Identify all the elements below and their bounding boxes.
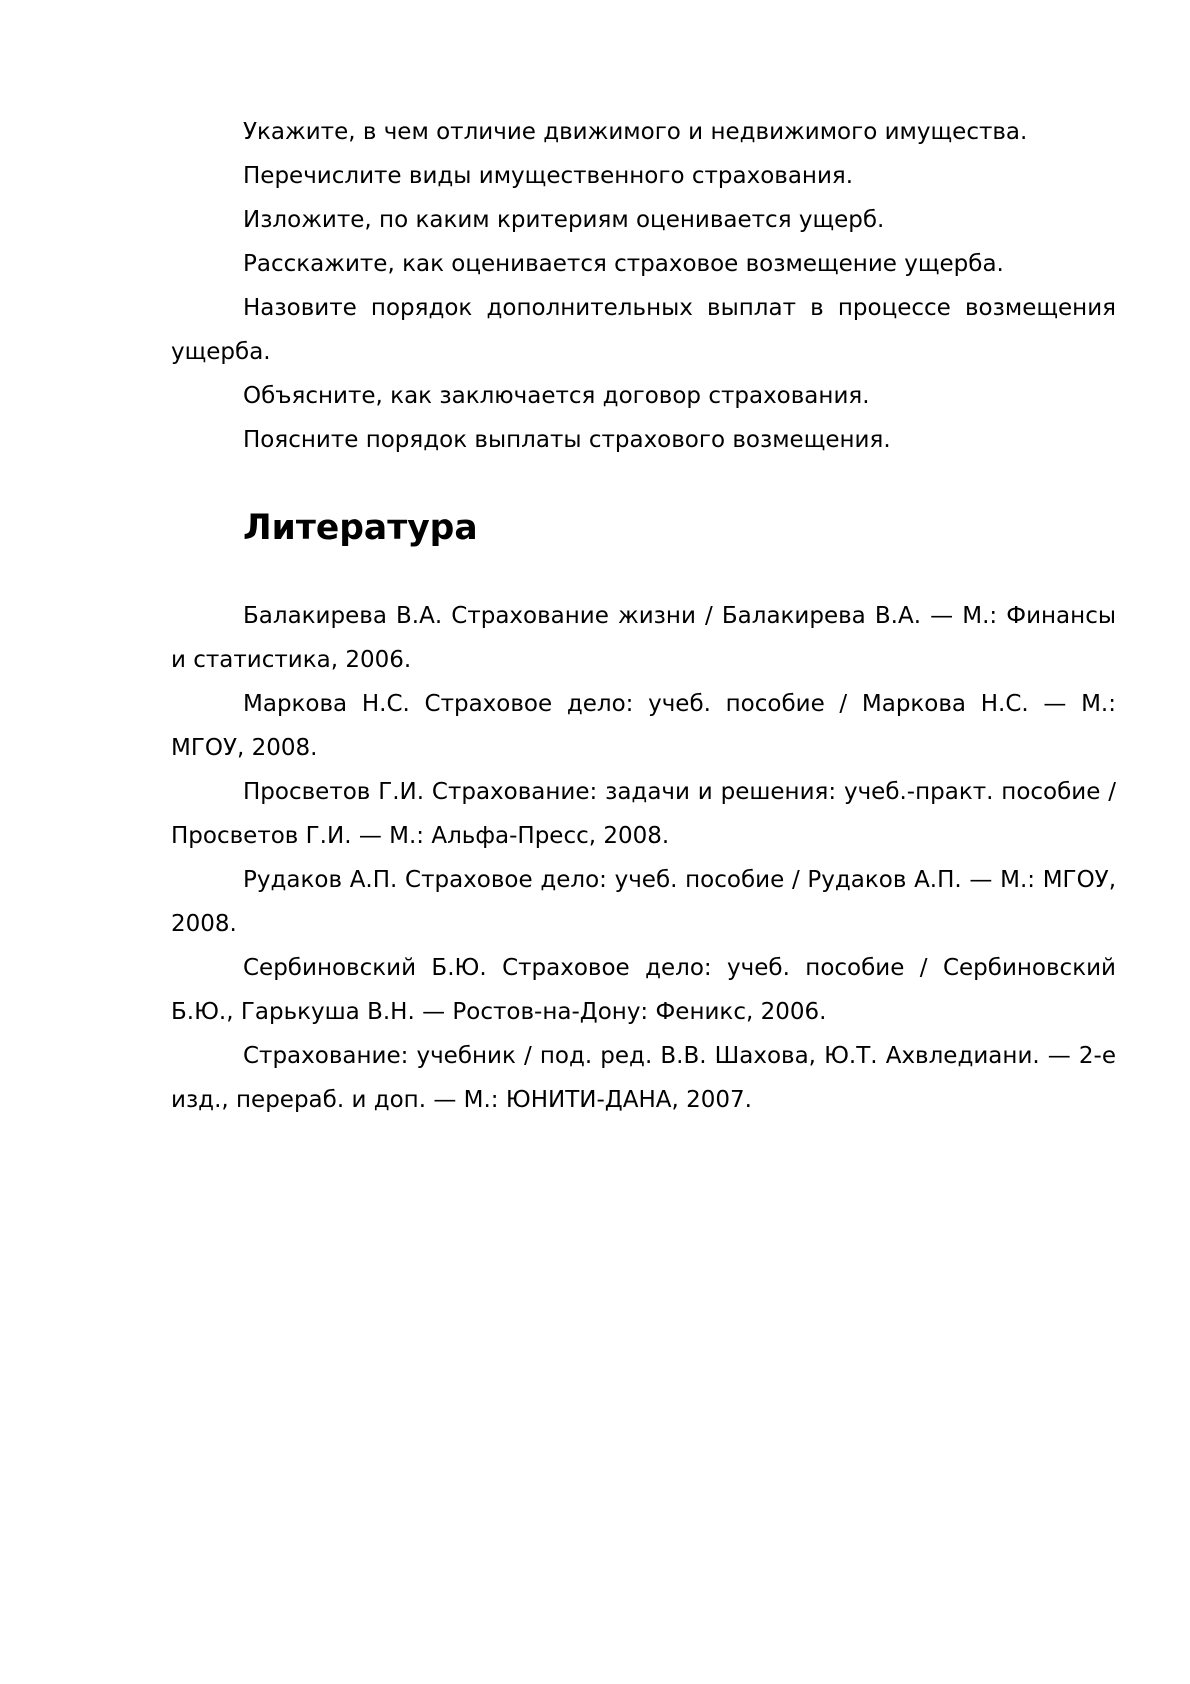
question-item: Перечислите виды имущественного страхования. (243, 163, 854, 189)
question-item: Назовите порядок дополнительных выплат в процессе возмещения ущерба. (171, 295, 1116, 365)
question-item: Изложите, по каким критериям оценивается ущерб. (243, 207, 885, 233)
literature-item: Рудаков А.П. Страховое дело: учеб. пособие / Рудаков А.П. — М.: МГОУ, 2008. (171, 867, 1116, 937)
questions-list (171, 110, 1116, 462)
page-content (171, 110, 1116, 1122)
literature-item: Сербиновский Б.Ю. Страховое дело: учеб. пособие / Сербиновский Б.Ю., Гарькуша В.Н. — Ростов-на-Дону: Феникс, 2006. (171, 955, 1116, 1025)
literature-item: Просветов Г.И. Страхование: задачи и решения: учеб.-практ. пособие / Просветов Г.И. — М.: Альфа-Пресс, 2008. (171, 779, 1116, 849)
literature-heading: Литература (243, 508, 478, 548)
question-item: Поясните порядок выплаты страхового возмещения. (243, 427, 891, 453)
literature-list (171, 594, 1116, 1122)
question-item: Объясните, как заключается договор страхования. (243, 383, 870, 409)
literature-item: Страхование: учебник / под. ред. В.В. Шахова, Ю.Т. Ахвледиани. — 2-е изд., перераб. и доп. — М.: ЮНИТИ-ДАНА, 2007. (171, 1043, 1116, 1113)
literature-item: Маркова Н.С. Страховое дело: учеб. пособие / Маркова Н.С. — М.: МГОУ, 2008. (171, 691, 1116, 761)
literature-item: Балакирева В.А. Страхование жизни / Балакирева В.А. — М.: Финансы и статистика, 2006. (171, 603, 1116, 673)
question-item: Расскажите, как оценивается страховое возмещение ущерба. (243, 251, 1004, 277)
question-item: Укажите, в чем отличие движимого и недвижимого имущества. (243, 119, 1028, 145)
